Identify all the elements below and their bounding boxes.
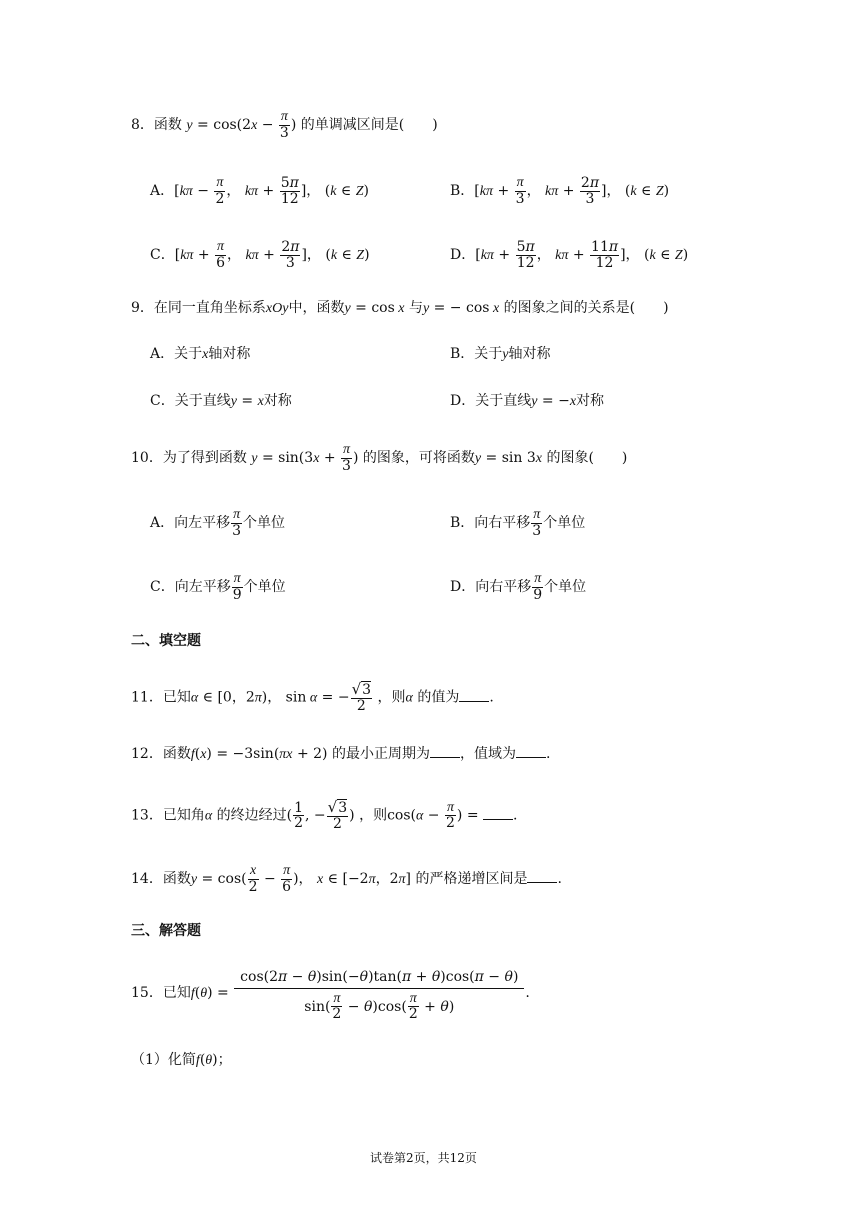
question-12: 12．函数f(x) = −3sin(πx + 2) 的最小正周期为 ，值域为 .	[131, 746, 551, 762]
answer-blank[interactable]	[459, 689, 489, 702]
section-heading-fill-in: 二、填空题	[131, 633, 201, 649]
question-8-option-b: B．[kπ + $\frac{\pi}{3}$ ， kπ + $\frac{2\pi}{3}$ ]， (k ∈ Z)	[450, 175, 670, 207]
question-11: 11．已知α ∈ [0，2π)， sin α = − $\frac{√3}{2}$ ，则α 的值为 .	[131, 680, 494, 714]
page-footer: 试卷第2页，共12页	[370, 1151, 477, 1165]
question-15: 15．已知f(θ) = cos(2π − θ)sin(−θ)tan(π + θ)cos(π − θ) sin( $\frac{\pi}{2}$ − θ)cos( $\frac{\pi}{2}$ + θ) .	[131, 969, 530, 1023]
answer-blank[interactable]	[483, 807, 513, 820]
question-9-option-c: C．关于直线y = x对称	[150, 393, 292, 409]
answer-blank[interactable]	[516, 745, 546, 758]
section-heading-solutions: 三、解答题	[131, 923, 201, 939]
question-9-option-a: A．关于x轴对称	[150, 346, 251, 362]
question-9-option-d: D．关于直线y = −x对称	[450, 393, 605, 409]
question-8-option-c: C．[kπ + $\frac{\pi}{6}$ ， kπ + $\frac{2\pi}{3}$ ]， (k ∈ Z)	[150, 239, 370, 271]
question-10-option-b: B．向右平移 $\frac{\pi}{3}$ 个单位	[450, 507, 586, 539]
question-8-option-a: A．[kπ − $\frac{\pi}{2}$ ， kπ + $\frac{5\pi}{12}$ ]， (k ∈ Z)	[150, 175, 369, 207]
question-10-option-a: A．向左平移 $\frac{\pi}{3}$ 个单位	[150, 507, 286, 539]
answer-blank[interactable]	[430, 745, 460, 758]
answer-blank[interactable]	[527, 870, 557, 883]
question-14: 14．函数y = cos( $\frac{x}{2}$ − $\frac{\pi}{6}$ )， x ∈ [−2π，2π] 的严格递增区间是 .	[131, 863, 562, 895]
question-10-stem: 10．为了得到函数 y = sin(3x + $\frac{\pi}{3}$ ) 的图象，可将函数y = sin 3x 的图象( )	[131, 442, 628, 474]
question-9-stem: 9．在同一直角坐标系xOy中，函数y = cos x 与y = − cos x 的图象之间的关系是( )	[131, 300, 669, 316]
question-10-option-d: D．向右平移 $\frac{\pi}{9}$ 个单位	[450, 571, 587, 603]
question-10-option-c: C．向左平移 $\frac{\pi}{9}$ 个单位	[150, 571, 286, 603]
question-8-option-d: D．[kπ + $\frac{5\pi}{12}$ ， kπ + $\frac{11\pi}{12}$ ]， (k ∈ Z)	[450, 239, 689, 271]
question-13: 13．已知角α 的终边经过( $\frac{1}{2}$ , − $\frac{√3}{2}$ ) ，则cos(α − $\frac{\pi}{2}$ ) = .	[131, 798, 518, 832]
question-9-option-b: B．关于y轴对称	[450, 346, 551, 362]
question-8-stem: 8．函数 y = cos(2x − $\frac{\pi}{3}$ ) 的单调减区间是( )	[131, 109, 438, 141]
question-15-part-1: （1）化简f(θ)；	[131, 1052, 232, 1068]
